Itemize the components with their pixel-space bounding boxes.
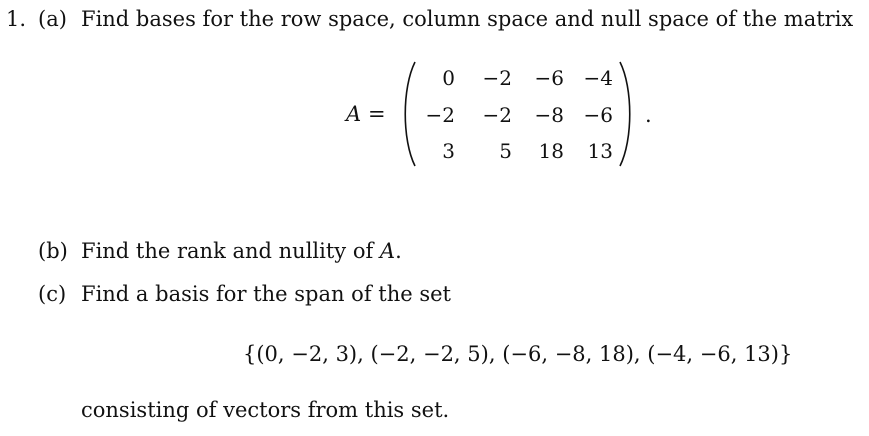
matrix-cell-r3c3: 18	[538, 139, 564, 163]
part-c-vector-set: {(0, −2, 3), (−2, −2, 5), (−6, −8, 18), (−4, −6, 13)}	[243, 342, 793, 366]
matrix-cell-r2c1: −2	[425, 103, 455, 127]
matrix-cell-r1c3: −6	[534, 66, 564, 90]
part-c-label: (c)	[38, 282, 67, 306]
matrix-cell-r3c1: 3	[442, 139, 455, 163]
matrix-cell-r2c3: −8	[534, 103, 564, 127]
matrix-cell-r2c4: −6	[583, 103, 613, 127]
problem-number: 1.	[6, 7, 27, 31]
part-b-variable: A	[379, 239, 396, 263]
matrix-cell-r3c2: 5	[499, 139, 512, 163]
matrix-cell-r1c2: −2	[482, 66, 512, 90]
part-b-text-after: .	[395, 239, 402, 263]
matrix-equals-sign: =	[368, 102, 386, 126]
matrix-cell-r1c4: −4	[583, 66, 613, 90]
part-c-text: Find a basis for the span of the set	[81, 282, 451, 306]
right-paren-icon	[617, 60, 635, 168]
part-b-label: (b)	[38, 239, 68, 263]
matrix-lhs-variable: A	[346, 102, 362, 126]
matrix-cell-r1c1: 0	[442, 66, 455, 90]
matrix-A	[400, 60, 635, 168]
matrix-cell-r2c2: −2	[482, 103, 512, 127]
part-c-text-after: consisting of vectors from this set.	[81, 398, 450, 422]
part-a-label: (a)	[38, 7, 67, 31]
matrix-period: .	[645, 103, 652, 127]
part-b-text-before: Find the rank and nullity of	[81, 239, 380, 263]
part-a-text: Find bases for the row space, column space and null space of the matrix	[81, 7, 854, 31]
part-b-text	[81, 238, 402, 264]
matrix-cell-r3c4: 13	[587, 139, 613, 163]
